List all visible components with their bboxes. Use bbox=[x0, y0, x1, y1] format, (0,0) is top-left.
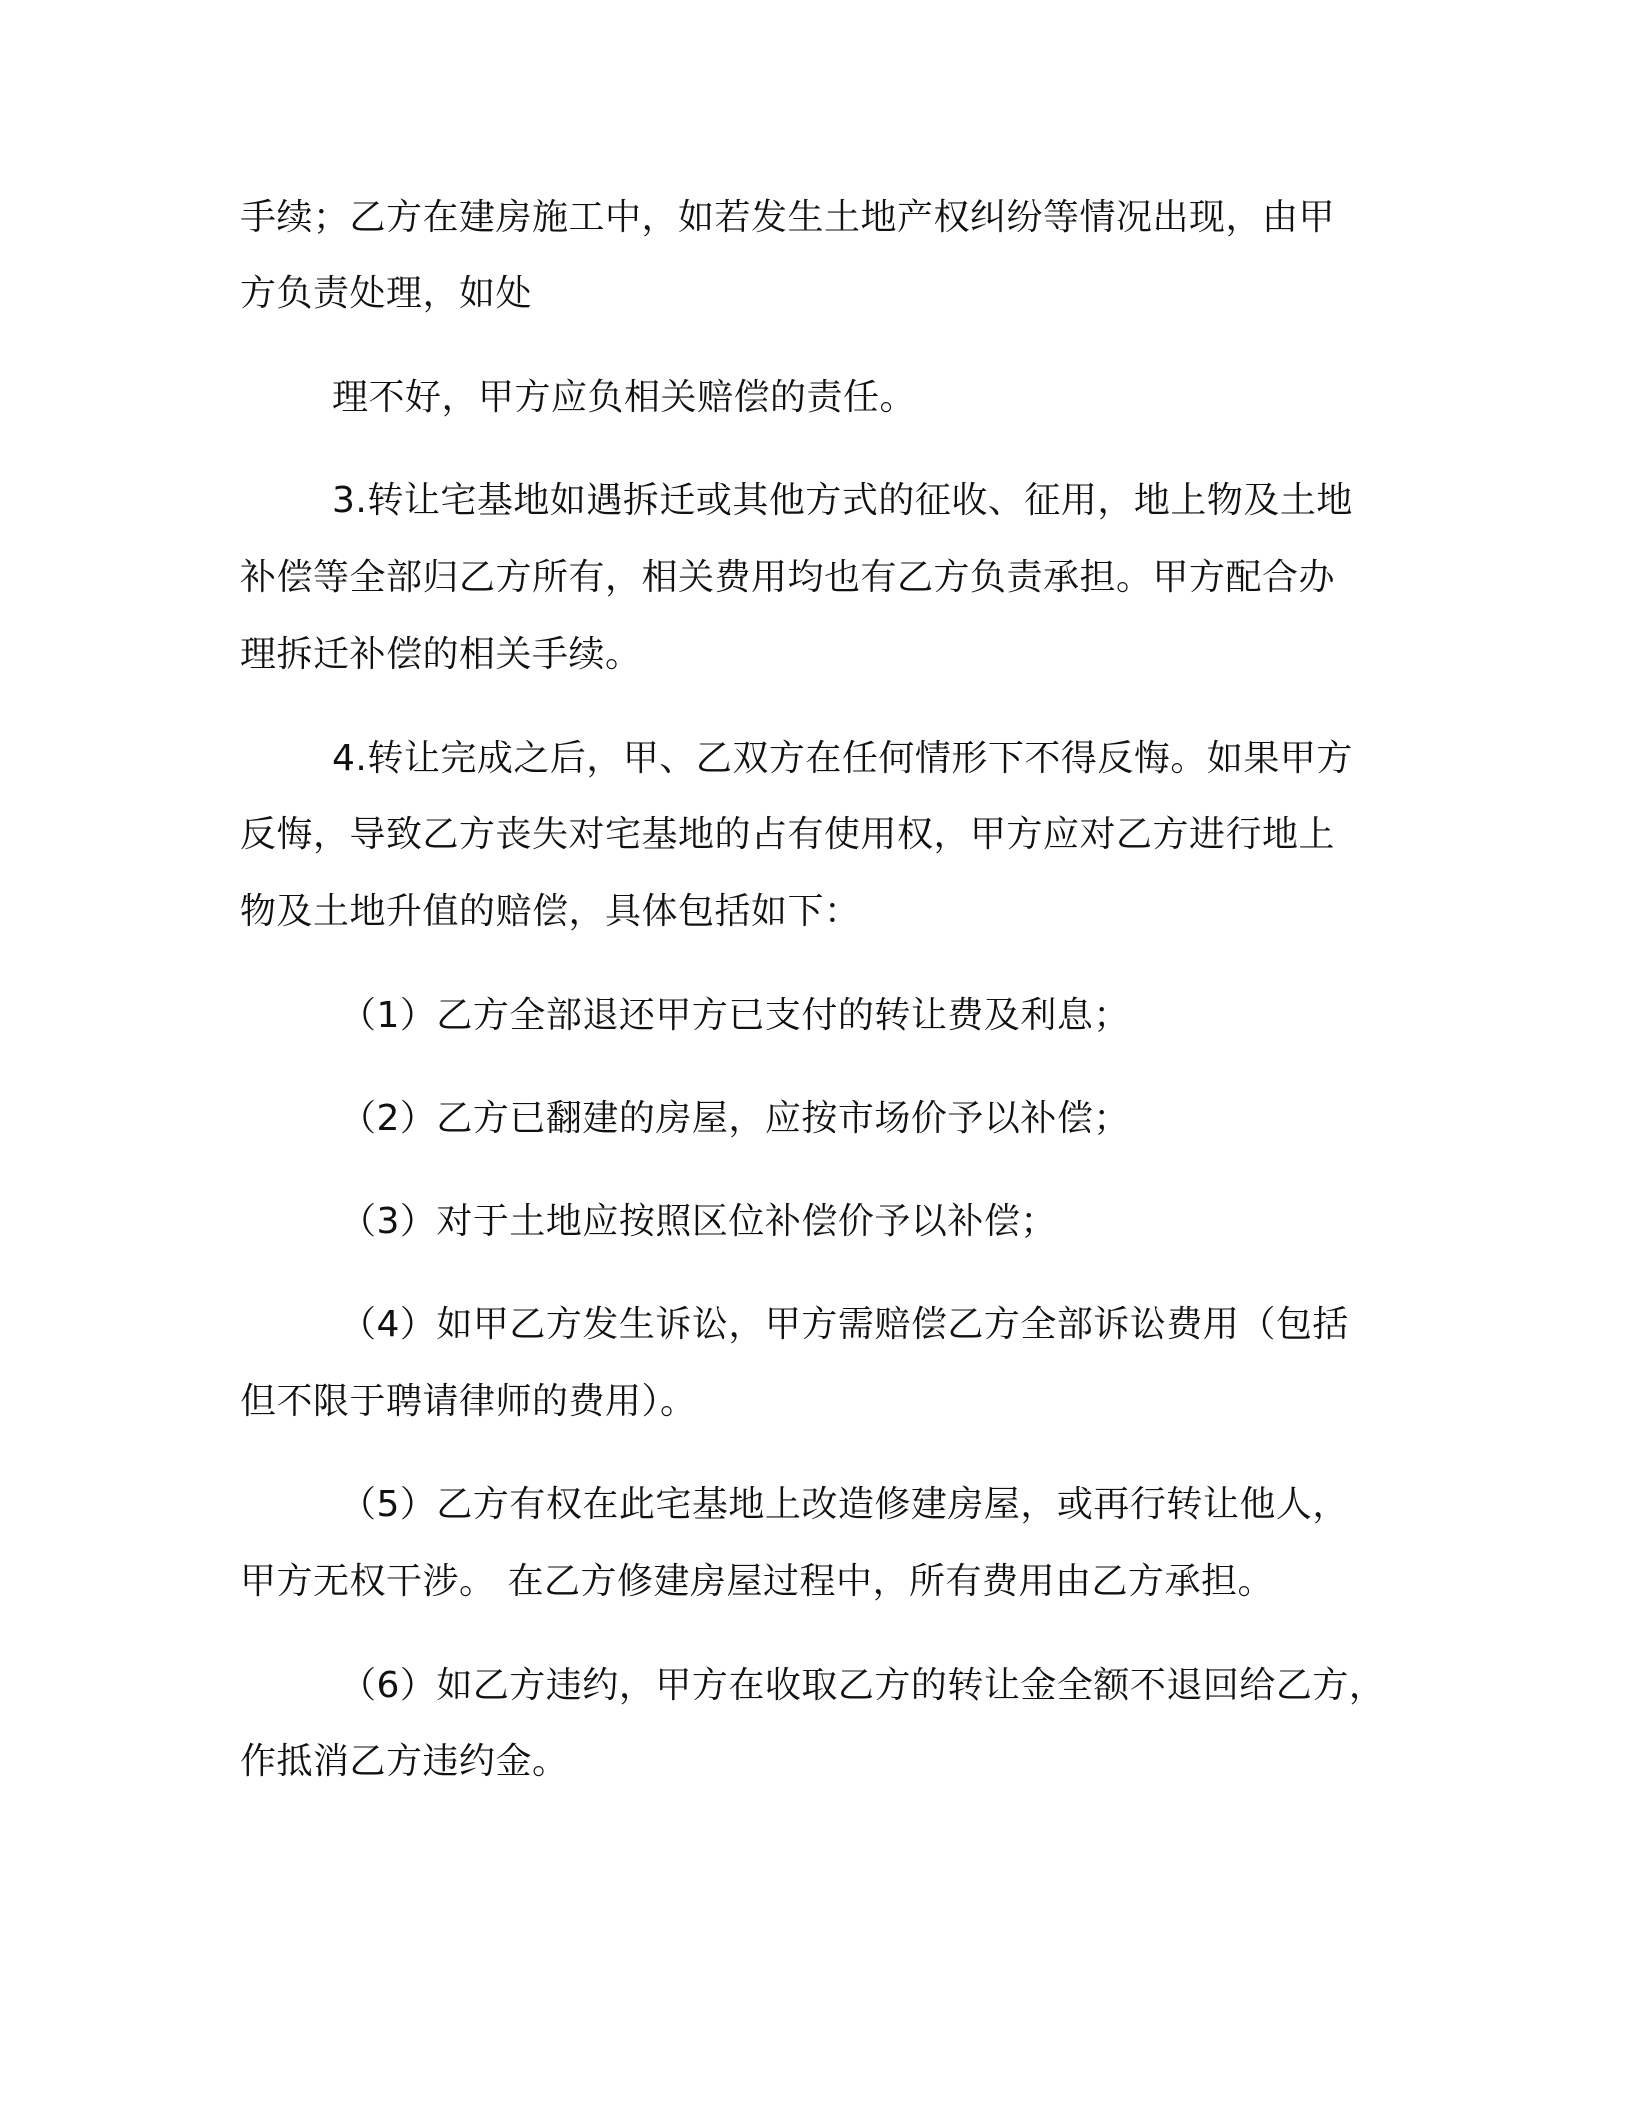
text-line: 补偿等全部归乙方所有，相关费用均也有乙方负责承担。甲方配合办 bbox=[240, 557, 1336, 598]
text-line: 手续；乙方在建房施工中，如若发生土地产权纠纷等情况出现，由甲 bbox=[240, 197, 1336, 238]
text-line: 甲方无权干涉。 在乙方修建房屋过程中，所有费用由乙方承担。 bbox=[240, 1561, 1274, 1602]
text-line: （4）如甲乙方发生诉讼，甲方需赔偿乙方全部诉讼费用（包括 bbox=[340, 1304, 1349, 1345]
text-line: 物及土地升值的赔偿，具体包括如下： bbox=[240, 891, 861, 932]
text-line: 但不限于聘请律师的费用）。 bbox=[240, 1381, 697, 1422]
text-line: 理拆迁补偿的相关手续。 bbox=[240, 634, 642, 675]
text-line: （1）乙方全部退还甲方已支付的转让费及利息； bbox=[340, 995, 1130, 1036]
text-line: 反悔，导致乙方丧失对宅基地的占有使用权，甲方应对乙方进行地上 bbox=[240, 814, 1336, 855]
text-line: 作抵消乙方违约金。 bbox=[240, 1741, 569, 1782]
text-line: （3）对于土地应按照区位补偿价予以补偿； bbox=[340, 1201, 1057, 1242]
text-line: （2）乙方已翻建的房屋，应按市场价予以补偿； bbox=[340, 1098, 1130, 1139]
text-line: 理不好，甲方应负相关赔偿的责任。 bbox=[332, 377, 917, 418]
text-line: （6）如乙方违约，甲方在收取乙方的转让金全额不退回给乙方， bbox=[340, 1665, 1386, 1706]
text-line: 方负责处理，如处 bbox=[240, 273, 533, 314]
text-line: 4.转让完成之后，甲、乙双方在任何情形下不得反悔。如果甲方 bbox=[332, 738, 1353, 779]
text-line: （5）乙方有权在此宅基地上改造修建房屋，或再行转让他人， bbox=[340, 1484, 1349, 1525]
text-line: 3.转让宅基地如遇拆迁或其他方式的征收、征用，地上物及土地 bbox=[332, 480, 1353, 521]
